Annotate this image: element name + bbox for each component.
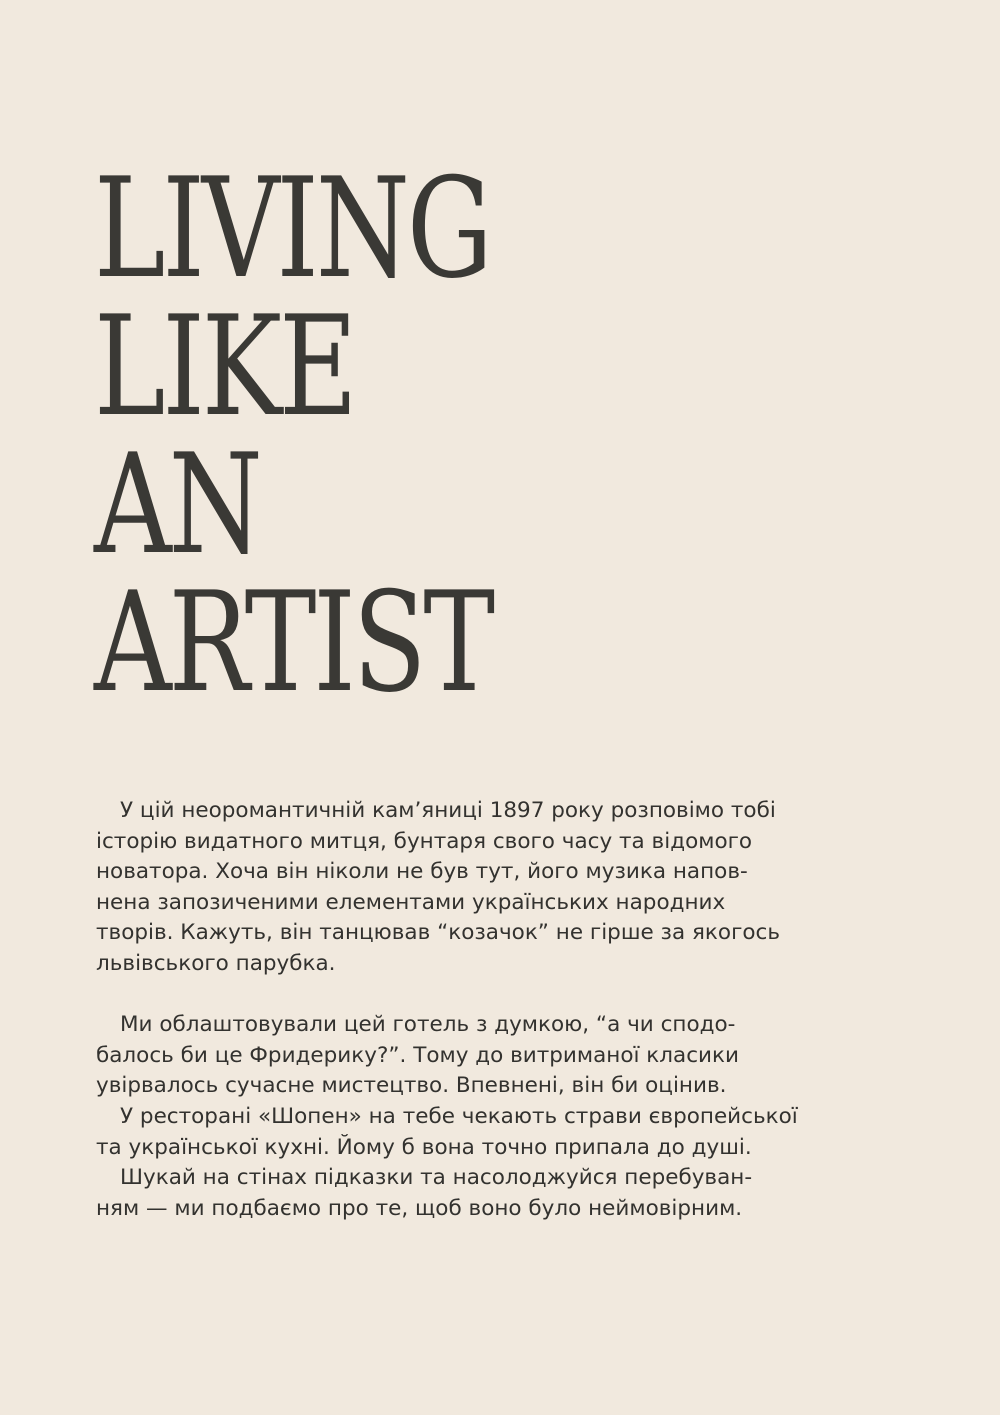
headline-line-3: AN bbox=[94, 424, 260, 585]
paragraph-hotel: Ми облаштовували цей готель з думкою, “а чи сподо- балось би це Фридерику?”. Тому до витриманої класики увірвалось сучасне мистецтво. Впевнені, він би оцінив. bbox=[96, 1012, 739, 1099]
paragraph-hints: Шукай на стінах підказки та насолоджуйся перебуван- ням — ми подбаємо про те, щоб воно було неймовірним. bbox=[96, 1165, 753, 1221]
paragraph-spacer bbox=[96, 980, 836, 1011]
paragraph-restaurant: У ресторані «Шопен» на тебе чекають страви європейської та української кухні. Йому б вона точно припала до душі. bbox=[96, 1103, 798, 1160]
headline-line-2: LIKE bbox=[94, 286, 355, 447]
paragraph-intro: У цій неоромантичній кам’яниці 1897 року розповімо тобі історію видатного митця, бунтаря свого часу та відомого новатора. Хоча він ніколи не був тут, його музика напов- нена запозиченими елементами українських народних творів. Кажуть, він танцював “козачок” не гірше за якогось львівського парубка. bbox=[96, 798, 781, 976]
body-text bbox=[96, 796, 836, 1224]
headline bbox=[94, 148, 604, 723]
headline-line-1: LIVING bbox=[94, 148, 490, 309]
headline-line-4: ARTIST bbox=[94, 562, 493, 723]
